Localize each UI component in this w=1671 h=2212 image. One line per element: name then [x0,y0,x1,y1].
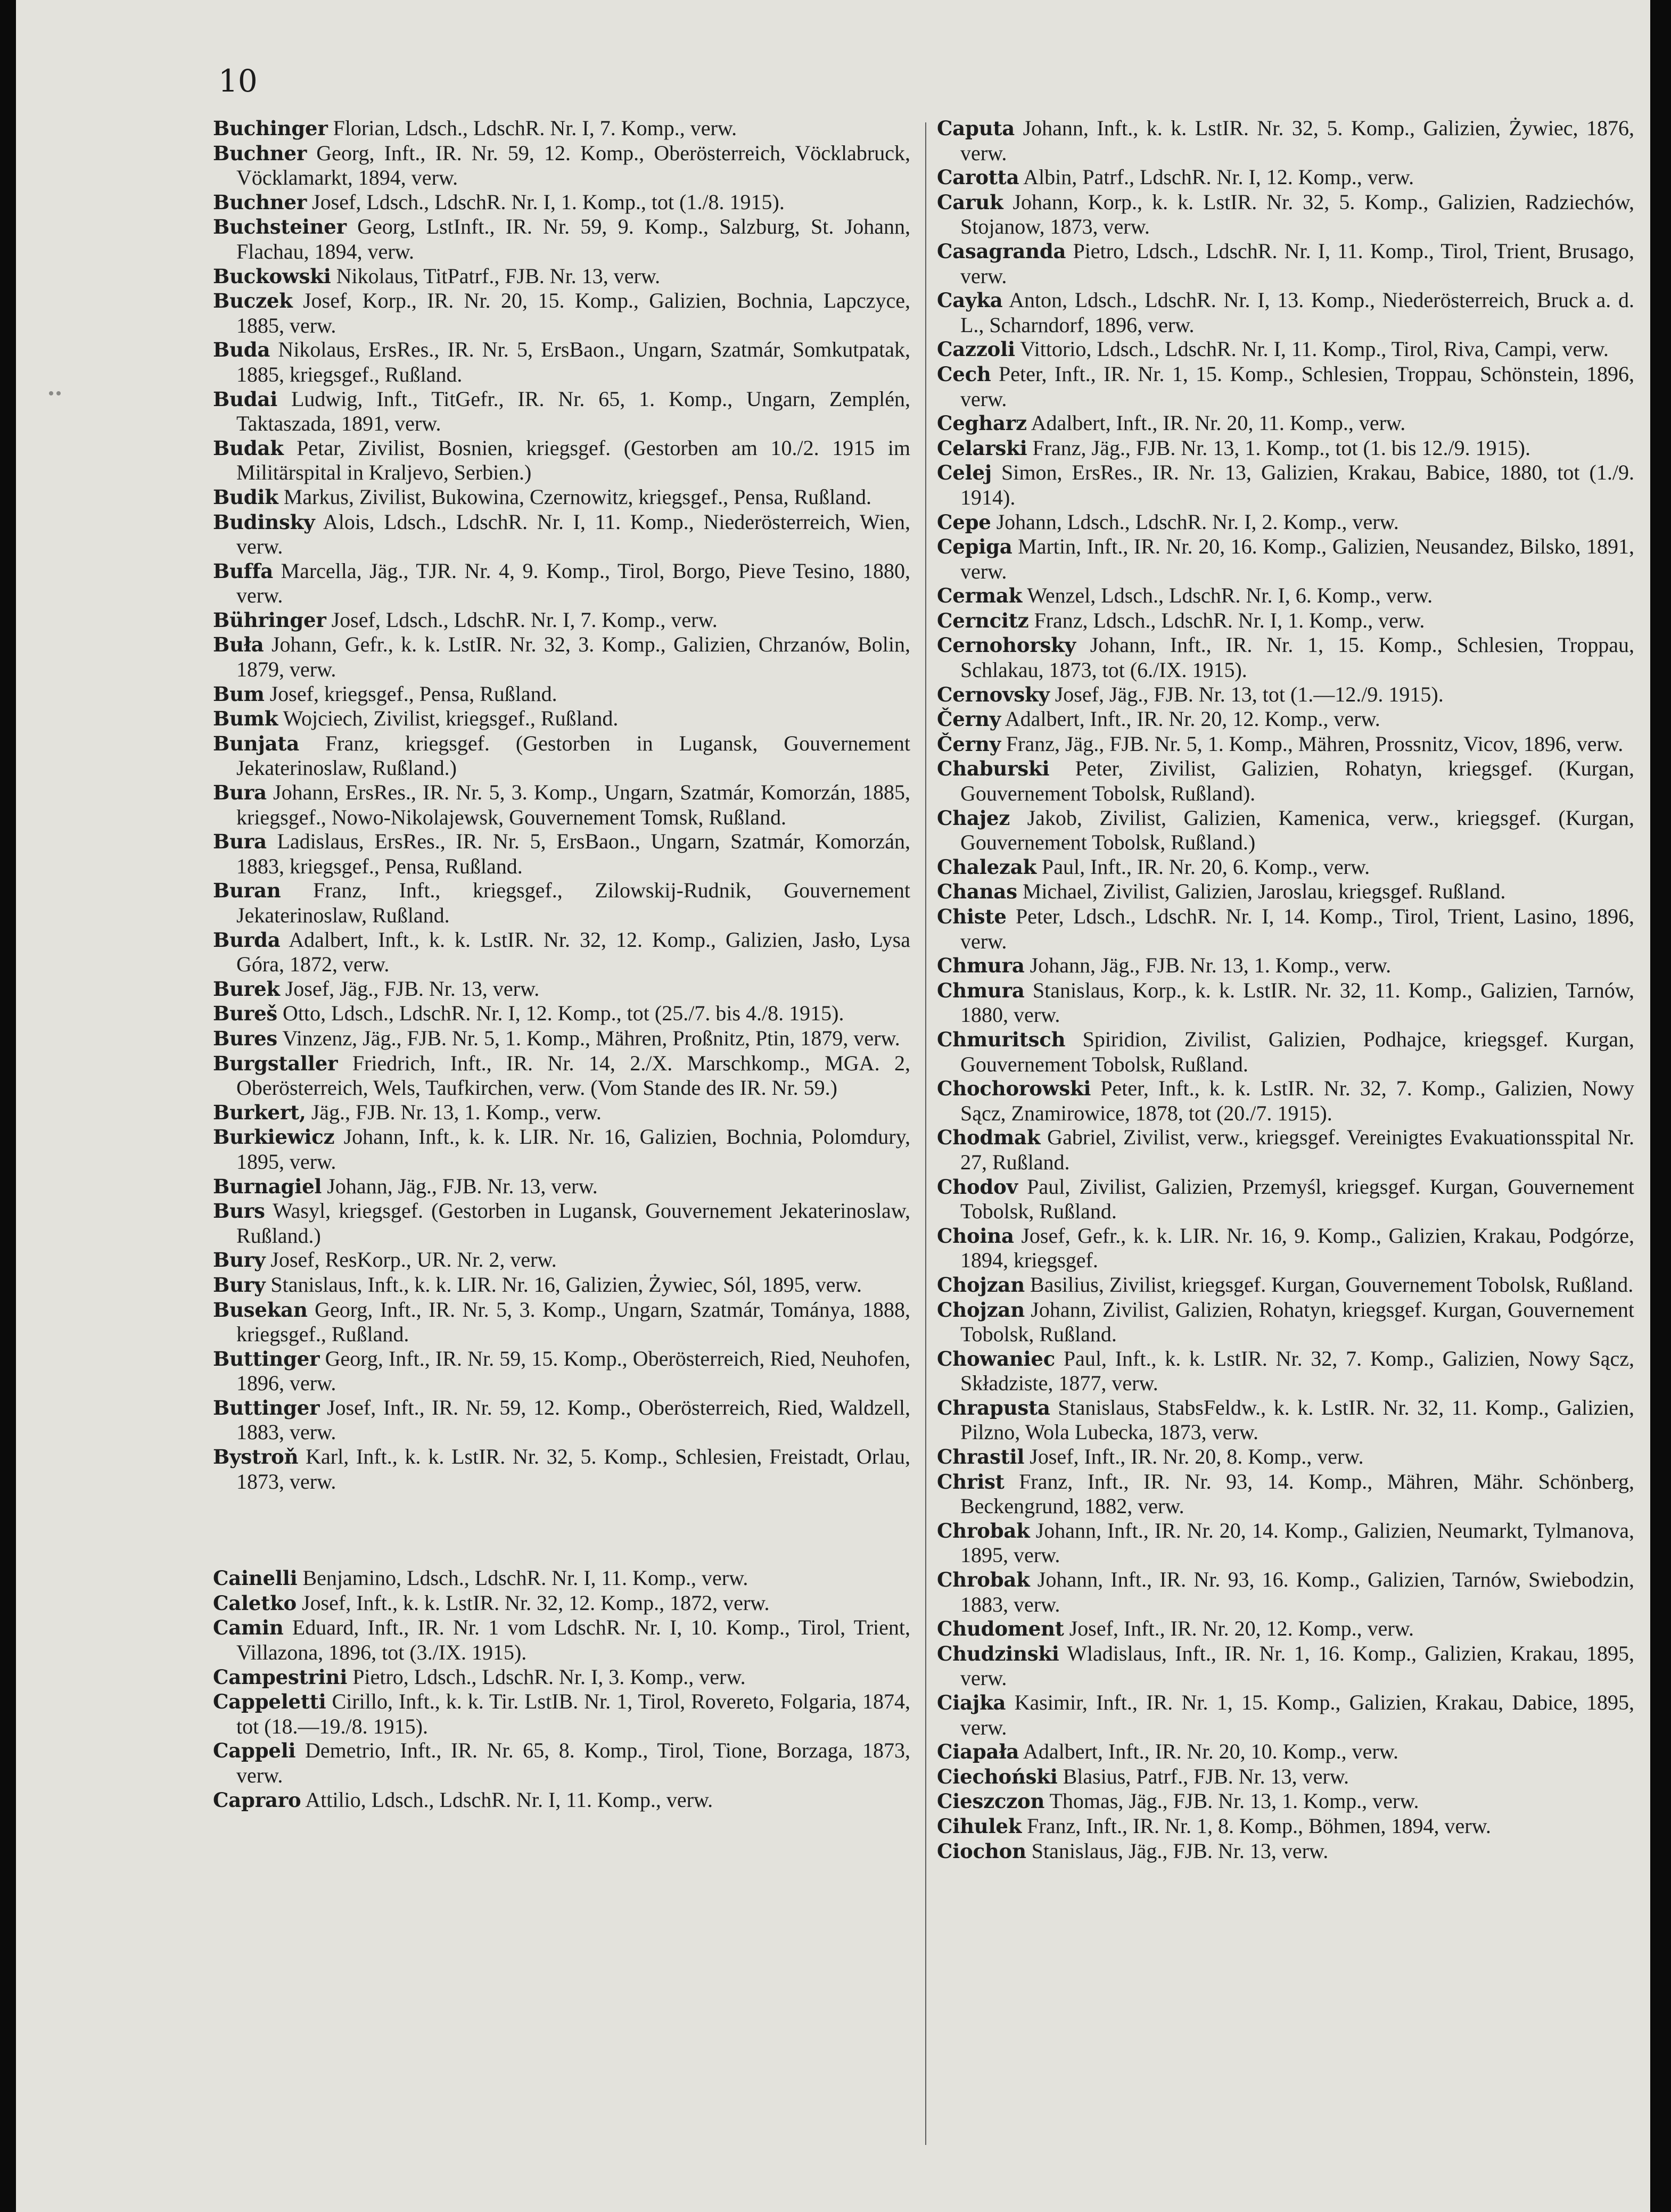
entry-details: Josef, Gefr., k. k. LIR. Nr. 16, 9. Komp., Galizien, Krakau, Podgórze, 1894, kriegsgef. [960,1223,1634,1273]
entry-details: Paul, Zivilist, Galizien, Przemyśl, kriegsgef. Kurgan, Gouvernement Tobolsk, Rußland. [960,1174,1634,1224]
entry-details: Stanislaus, Inft., k. k. LIR. Nr. 16, Galizien, Żywiec, Sól, 1895, verw. [265,1272,862,1297]
entry-surname: Camin [213,1616,284,1640]
list-item [213,829,910,878]
entry-details: Johann, Jäg., FJB. Nr. 13, verw. [322,1174,598,1198]
entry-surname: Chmura [937,978,1025,1002]
entry-surname: Cegharz [937,411,1027,435]
list-item [213,1566,910,1591]
entry-details: Johann, Ldsch., LdschR. Nr. I, 2. Komp., verw. [991,509,1399,534]
list-item [937,879,1634,904]
entry-details: Josef, ResKorp., UR. Nr. 2, verw. [265,1248,557,1272]
list-item [213,1788,910,1813]
entry-surname: Chojzan [937,1298,1025,1322]
list-item [937,1224,1634,1273]
entry-surname: Chojzan [937,1273,1025,1297]
list-item [937,806,1634,855]
entry-details: Demetrio, Inft., IR. Nr. 65, 8. Komp., Tirol, Tione, Borzaga, 1873, verw. [236,1738,910,1787]
list-item [937,1027,1634,1076]
entry-surname: Cieszczon [937,1789,1045,1813]
entry-details: Otto, Ldsch., LdschR. Nr. I, 12. Komp., tot (25./7. bis 4./8. 1915). [277,1001,844,1026]
entry-surname: Cainelli [213,1566,298,1590]
entry-details: Paul, Inft., k. k. LstIR. Nr. 32, 7. Komp., Galizien, Nowy Sącz, Składziste, 1877, verw. [960,1346,1634,1396]
left-entries-b [213,116,910,1493]
list-item [213,1248,910,1273]
entry-details: Ladislaus, ErsRes., IR. Nr. 5, ErsBaon., Ungarn, Szatmár, Komorzán, 1883, kriegsgef., Pensa, Rußland. [236,829,910,878]
entry-surname: Bureš [213,1002,278,1026]
entry-surname: Černy [937,732,1001,756]
list-item [213,1396,910,1445]
list-item [937,1298,1634,1347]
entry-details: Josef, Ldsch., LdschR. Nr. I, 1. Komp., tot (1./8. 1915). [307,189,785,214]
list-item [937,460,1634,509]
list-item [213,1738,910,1787]
entry-details: Josef, Inft., IR. Nr. 20, 12. Komp., verw. [1064,1616,1414,1641]
list-item [213,288,910,337]
list-item [213,141,910,190]
entry-surname: Cernohorsky [937,633,1076,657]
entry-surname: Chiste [937,905,1007,928]
list-item [213,1273,910,1298]
list-item [213,1125,910,1174]
entry-surname: Capraro [213,1788,301,1812]
entry-surname: Bumk [213,707,278,731]
entry-details: Johann, Inft., IR. Nr. 93, 16. Komp., Galizien, Tarnów, Swiebodzin, 1883, verw. [960,1567,1634,1616]
entry-details: Blasius, Patrf., FJB. Nr. 13, verw. [1057,1764,1349,1788]
list-item [937,190,1634,239]
list-item [937,682,1634,707]
entry-surname: Chudzinski [937,1641,1059,1665]
entry-details: Jakob, Zivilist, Galizien, Kamenica, verw., kriegsgef. (Kurgan, Gouvernement Tobolsk, Rußland.) [960,805,1634,855]
list-item [937,1273,1634,1298]
entry-details: Vittorio, Ldsch., LdschR. Nr. I, 11. Komp., Tirol, Riva, Campi, verw. [1015,337,1609,361]
list-item [213,731,910,780]
entry-details: Franz, Ldsch., LdschR. Nr. I, 1. Komp., verw. [1028,608,1425,632]
entry-details: Martin, Inft., IR. Nr. 20, 16. Komp., Galizien, Neusandez, Bilsko, 1891, verw. [960,534,1634,583]
entry-details: Wojciech, Zivilist, kriegsgef., Rußland. [278,706,619,731]
entry-surname: Cepe [937,510,991,534]
list-item [937,411,1634,436]
entry-surname: Chmuritsch [937,1027,1066,1051]
list-item [937,1616,1634,1641]
list-item [937,1641,1634,1690]
entry-surname: Budak [213,436,284,460]
entry-surname: Ciochon [937,1839,1026,1863]
entry-surname: Chmura [937,954,1025,978]
entry-surname: Caletko [213,1591,297,1615]
list-item [937,756,1634,805]
entry-surname: Caputa [937,117,1015,140]
list-item [213,1026,910,1051]
entry-surname: Bury [213,1273,266,1297]
list-item [937,1814,1634,1839]
entry-surname: Buchner [213,190,307,214]
entry-surname: Buckowski [213,264,331,288]
list-item [213,1665,910,1690]
list-item [937,1347,1634,1396]
entry-details: Gabriel, Zivilist, verw., kriegsgef. Vereinigtes Evakuationsspital Nr. 27, Rußland. [960,1125,1634,1174]
list-item [937,1567,1634,1616]
list-item [213,214,910,263]
entry-details: Franz, Inft., kriegsgef., Zilowskij-Rudnik, Gouvernement Jekaterinoslaw, Rußland. [236,878,910,927]
list-item [937,707,1634,732]
list-item [937,534,1634,583]
entry-details: Peter, Ldsch., LdschR. Nr. I, 14. Komp., Tirol, Trient, Lasino, 1896, verw. [960,904,1634,953]
entry-surname: Cazzoli [937,337,1015,361]
entry-surname: Buła [213,633,264,657]
entry-surname: Bura [213,830,267,854]
list-item [937,855,1634,880]
section-gap [213,1493,910,1566]
entry-surname: Budik [213,485,278,509]
entry-details: Franz, Inft., IR. Nr. 1, 8. Komp., Böhmen, 1894, verw. [1022,1813,1491,1838]
list-item [213,337,910,386]
entry-details: Franz, kriegsgef. (Gestorben in Lugansk, Gouvernement Jekaterinoslaw, Rußland.) [236,731,910,780]
entry-surname: Buchinger [213,117,328,140]
list-item [937,608,1634,633]
entry-details: Georg, Inft., IR. Nr. 59, 12. Komp., Oberösterreich, Vöcklabruck, Vöcklamarkt, 1894, verw. [236,141,910,190]
entry-details: Johann, ErsRes., IR. Nr. 5, 3. Komp., Ungarn, Szatmár, Komorzán, 1885, kriegsgef., Nowo-Nikolajewsk, Gouvernement Tomsk, Rußland. [236,780,910,829]
list-item [937,288,1634,337]
entry-surname: Cappeletti [213,1690,326,1714]
list-item [213,928,910,977]
entry-surname: Chodmak [937,1126,1041,1150]
entry-details: Pietro, Ldsch., LdschR. Nr. I, 3. Komp., verw. [347,1664,746,1689]
list-item [213,485,910,510]
list-item [213,436,910,485]
entry-details: Josef, Jäg., FJB. Nr. 13, verw. [279,976,540,1001]
entry-surname: Burnagiel [213,1174,322,1198]
list-item [937,904,1634,953]
entry-details: Josef, Inft., IR. Nr. 20, 8. Komp., verw. [1024,1445,1364,1469]
list-item [937,362,1634,411]
entry-details: Johann, Zivilist, Galizien, Rohatyn, kriegsgef. Kurgan, Gouvernement Tobolsk, Rußland. [960,1297,1634,1347]
entry-details: Josef, Inft., IR. Nr. 59, 12. Komp., Oberösterreich, Ried, Waldzell, 1883, verw. [236,1395,910,1445]
list-item [213,682,910,707]
entry-details: Adalbert, Inft., IR. Nr. 20, 10. Komp., verw. [1019,1739,1398,1764]
list-item [937,1175,1634,1224]
entry-details: Pietro, Ldsch., LdschR. Nr. I, 11. Komp., Tirol, Trient, Brusago, verw. [960,238,1634,288]
entry-surname: Chrapusta [937,1396,1050,1419]
entry-surname: Burkert, [213,1100,306,1124]
entry-details: Johann, Inft., k. k. LIR. Nr. 16, Galizien, Bochnia, Polomdury, 1895, verw. [236,1125,910,1174]
entry-surname: Choina [937,1224,1014,1248]
entry-surname: Bures [213,1026,278,1050]
list-item [937,583,1634,608]
list-item [213,264,910,289]
entry-details: Josef, Jäg., FJB. Nr. 13, tot (1.—12./9. 1915). [1049,682,1444,706]
entry-details: Michael, Zivilist, Galizien, Jaroslau, kriegsgef. Rußland. [1017,879,1506,904]
entry-surname: Buttinger [213,1396,320,1419]
entry-details: Adalbert, Inft., k. k. LstIR. Nr. 32, 12. Komp., Galizien, Jasło, Lysa Góra, 1872, verw. [236,927,910,977]
entry-surname: Caruk [937,190,1003,214]
entry-surname: Burek [213,977,280,1001]
column-divider [925,122,926,2145]
list-item [937,732,1634,757]
entry-surname: Ciechoński [937,1764,1058,1788]
list-item [213,1199,910,1248]
entry-details: Wasyl, kriegsgef. (Gestorben in Lugansk, Gouvernement Jekaterinoslaw, Rußland.) [236,1199,910,1248]
list-item [937,953,1634,978]
entry-details: Johann, Korp., k. k. LstIR. Nr. 32, 5. Komp., Galizien, Radziechów, Stojanow, 1873, verw. [960,189,1634,239]
entry-surname: Chrobak [937,1518,1030,1542]
entry-details: Marcella, Jäg., TJR. Nr. 4, 9. Komp., Tirol, Borgo, Pieve Tesino, 1880, verw. [236,558,910,608]
list-item [213,387,910,436]
list-item [213,632,910,681]
entry-surname: Busekan [213,1298,308,1322]
list-item [937,1470,1634,1518]
list-item [213,116,910,141]
entry-surname: Buchner [213,141,307,165]
entry-details: Georg, LstInft., IR. Nr. 59, 9. Komp., Salzburg, St. Johann, Flachau, 1894, verw. [236,214,910,263]
entry-details: Peter, Inft., IR. Nr. 1, 15. Komp., Schlesien, Troppau, Schönstein, 1896, verw. [960,361,1634,411]
list-item [213,706,910,731]
list-item [937,1076,1634,1125]
entry-surname: Cayka [937,288,1003,312]
list-item [937,1445,1634,1470]
list-item [213,510,910,559]
entry-details: Georg, Inft., IR. Nr. 59, 15. Komp., Oberösterreich, Ried, Neuhofen, 1896, verw. [236,1346,910,1396]
entry-surname: Celej [937,461,992,485]
entry-surname: Ciajka [937,1691,1006,1714]
entry-details: Johann, Jäg., FJB. Nr. 13, 1. Komp., verw. [1024,953,1392,978]
entry-surname: Budinsky [213,510,315,534]
list-item [213,608,910,633]
entry-surname: Buffa [213,559,273,583]
entry-surname: Burda [213,928,281,952]
list-item [937,239,1634,288]
entry-details: Vinzenz, Jäg., FJB. Nr. 5, 1. Komp., Mähren, Proßnitz, Ptin, 1879, verw. [277,1026,900,1050]
right-column [937,116,1634,1863]
entry-details: Johann, Inft., IR. Nr. 1, 15. Komp., Schlesien, Troppau, Schlakau, 1873, tot (6./IX. 1915). [960,633,1634,682]
entry-details: Paul, Inft., IR. Nr. 20, 6. Komp., verw. [1036,854,1370,879]
entry-surname: Cihulek [937,1814,1022,1838]
entry-surname: Cepiga [937,535,1013,559]
entry-surname: Chudoment [937,1617,1064,1641]
right-entries [937,116,1634,1863]
list-item [213,1347,910,1396]
entry-surname: Burkiewicz [213,1125,335,1149]
entry-details: Johann, Inft., IR. Nr. 20, 14. Komp., Galizien, Neumarkt, Tylmanova, 1895, verw. [960,1518,1634,1567]
entry-details: Jäg., FJB. Nr. 13, 1. Komp., verw. [306,1100,602,1124]
entry-surname: Bystroň [213,1445,299,1469]
list-item [937,1690,1634,1739]
list-item [937,1764,1634,1789]
entry-details: Kasimir, Inft., IR. Nr. 1, 15. Komp., Galizien, Krakau, Dabice, 1895, verw. [960,1690,1634,1739]
page-number: 10 [218,63,258,99]
list-item [937,116,1634,165]
entry-surname: Bühringer [213,608,326,632]
entry-surname: Cech [937,362,991,386]
entry-surname: Buda [213,338,270,362]
document-page [16,0,1650,2212]
list-item [937,1839,1634,1864]
list-item [213,1100,910,1125]
entry-details: Adalbert, Inft., IR. Nr. 20, 11. Komp., verw. [1026,411,1406,435]
entry-details: Franz, Jäg., FJB. Nr. 5, 1. Komp., Mähren, Prossnitz, Vicov, 1896, verw. [1000,731,1624,756]
entry-surname: Cappeli [213,1739,296,1763]
entry-surname: Chajez [937,806,1010,830]
list-item [213,780,910,829]
list-item [213,1051,910,1100]
entry-surname: Chaburski [937,757,1050,781]
entry-details: Benjamino, Ldsch., LdschR. Nr. I, 11. Komp., verw. [297,1566,748,1590]
entry-surname: Buchsteiner [213,215,347,239]
entry-details: Nikolaus, TitPatrf., FJB. Nr. 13, verw. [331,263,661,288]
entry-details: Johann, Inft., k. k. LstIR. Nr. 32, 5. Komp., Galizien, Żywiec, 1876, verw. [960,116,1634,165]
entry-details: Basilius, Zivilist, kriegsgef. Kurgan, Gouvernement Tobolsk, Rußland. [1024,1272,1634,1297]
entry-surname: Chrobak [937,1568,1030,1592]
entry-details: Florian, Ldsch., LdschR. Nr. I, 7. Komp., verw. [327,116,737,140]
list-item [213,1298,910,1347]
entry-surname: Buran [213,879,281,903]
list-item [937,436,1634,461]
list-item [937,337,1634,362]
entry-details: Josef, Korp., IR. Nr. 20, 15. Komp., Galizien, Bochnia, Lapczyce, 1885, verw. [236,288,910,337]
entry-surname: Chochorowski [937,1077,1091,1101]
entry-surname: Ciapała [937,1740,1019,1764]
entry-surname: Buttinger [213,1347,320,1371]
entry-surname: Christ [937,1470,1005,1493]
entry-details: Stanislaus, StabsFeldw., k. k. LstIR. Nr. 32, 11. Komp., Galizien, Pilzno, Wola Lubecka, 1873, verw. [960,1395,1634,1445]
list-item [213,1174,910,1199]
list-item [213,1689,910,1738]
entry-details: Franz, Inft., IR. Nr. 93, 14. Komp., Mähren, Mähr. Schönberg, Beckengrund, 1882, verw. [960,1469,1634,1518]
entry-details: Attilio, Ldsch., LdschR. Nr. I, 11. Komp., verw. [301,1787,713,1812]
entry-details: Petar, Zivilist, Bosnien, kriegsgef. (Gestorben am 10./2. 1915 im Militärspital in Kraljevo, Serbien.) [236,435,910,485]
entry-surname: Buczek [213,289,293,313]
entry-details: Franz, Jäg., FJB. Nr. 13, 1. Komp., tot (1. bis 12./9. 1915). [1027,435,1530,460]
entry-details: Markus, Zivilist, Bukowina, Czernowitz, kriegsgef., Pensa, Rußland. [278,484,872,509]
list-item [937,1739,1634,1764]
entry-surname: Chanas [937,880,1017,904]
entry-details: Friedrich, Inft., IR. Nr. 14, 2./X. Marschkomp., MGA. 2, Oberösterreich, Wels, Taufkirchen, verw. (Vom Stande des IR. Nr. 59.) [236,1051,910,1100]
entry-details: Nikolaus, ErsRes., IR. Nr. 5, ErsBaon., Ungarn, Szatmár, Somkutpatak, 1885, kriegsgef., Rußland. [236,337,910,386]
entry-details: Wenzel, Ldsch., LdschR. Nr. I, 6. Komp., verw. [1022,583,1433,608]
list-item [213,190,910,215]
list-item [937,165,1634,190]
list-item [937,1396,1634,1445]
entry-details: Anton, Ldsch., LdschR. Nr. I, 13. Komp., Niederösterreich, Bruck a. d. L., Scharndorf, 1896, verw. [960,288,1634,337]
entry-surname: Chalezak [937,855,1036,879]
entry-surname: Chowaniec [937,1347,1056,1371]
entry-details: Alois, Ldsch., LdschR. Nr. I, 11. Komp., Niederösterreich, Wien, verw. [236,509,910,559]
entry-details: Georg, Inft., IR. Nr. 5, 3. Komp., Ungarn, Szatmár, Tományа, 1888, kriegsgef., Rußland. [236,1297,910,1347]
list-item [937,510,1634,535]
entry-details: Simon, ErsRes., IR. Nr. 13, Galizien, Krakau, Babice, 1880, tot (1./9. 1914). [960,460,1634,509]
entry-details: Eduard, Inft., IR. Nr. 1 vom LdschR. Nr. I, 10. Komp., Tirol, Trient, Villazona, 1896, tot (3./IX. 1915). [236,1615,910,1665]
entry-details: Wladislaus, Inft., IR. Nr. 1, 16. Komp., Galizien, Krakau, 1895, verw. [960,1641,1634,1690]
list-item [213,1001,910,1026]
entry-surname: Chodov [937,1175,1018,1199]
entry-surname: Burs [213,1199,265,1223]
entry-surname: Cermak [937,584,1023,608]
list-item [213,1591,910,1616]
list-item [213,878,910,927]
list-item [213,1445,910,1493]
list-item [213,977,910,1002]
entry-surname: Bura [213,781,267,805]
left-entries-c [213,1566,910,1812]
list-item [937,633,1634,682]
entry-surname: Bury [213,1248,266,1272]
scan-specks [49,389,70,396]
entry-details: Thomas, Jäg., FJB. Nr. 13, 1. Komp., verw. [1044,1789,1419,1813]
entry-details: Karl, Inft., k. k. LstIR. Nr. 32, 5. Komp., Schlesien, Freistadt, Orlau, 1873, verw. [236,1445,910,1493]
entry-details: Albin, Patrf., LdschR. Nr. I, 12. Komp., verw. [1019,165,1414,189]
entry-surname: Cernovsky [937,682,1050,706]
entry-surname: Campestrini [213,1665,348,1689]
list-item [937,1518,1634,1567]
entry-surname: Budai [213,387,278,411]
entry-details: Spiridion, Zivilist, Galizien, Podhajce, kriegsgef. Kurgan, Gouvernement Tobolsk, Rußland. [960,1027,1634,1076]
entry-surname: Celarski [937,436,1027,460]
list-item [937,1125,1634,1174]
entry-details: Stanislaus, Korp., k. k. LstIR. Nr. 32, 11. Komp., Galizien, Tarnów, 1880, verw. [960,978,1634,1027]
list-item [937,978,1634,1027]
entry-surname: Bum [213,682,265,706]
entry-details: Peter, Inft., k. k. LstIR. Nr. 32, 7. Komp., Galizien, Nowy Sącz, Znamirowice, 1878, tot (20./7. 1915). [960,1076,1634,1125]
list-item [937,1789,1634,1814]
entry-surname: Bunjata [213,731,300,755]
left-column [213,116,910,1812]
entry-details: Stanislaus, Jäg., FJB. Nr. 13, verw. [1026,1838,1329,1863]
entry-surname: Chrastil [937,1445,1025,1469]
entry-details: Adalbert, Inft., IR. Nr. 20, 12. Komp., verw. [1000,707,1380,731]
entry-details: Cirillo, Inft., k. k. Tir. LstIB. Nr. 1, Tirol, Rovereto, Folgaria, 1874, tot (18.—19./8. 1915). [236,1689,910,1738]
entry-details: Josef, Ldsch., LdschR. Nr. I, 7. Komp., verw. [326,607,718,632]
entry-surname: Casagranda [937,239,1066,263]
entry-surname: Carotta [937,166,1019,189]
entry-details: Josef, kriegsgef., Pensa, Rußland. [264,681,557,706]
entry-surname: Burgstaller [213,1051,338,1075]
entry-details: Peter, Zivilist, Galizien, Rohatyn, kriegsgef. (Kurgan, Gouvernement Tobolsk, Rußland). [960,756,1634,806]
entry-details: Johann, Gefr., k. k. LstIR. Nr. 32, 3. Komp., Galizien, Chrzanów, Bolin, 1879, verw. [236,632,910,682]
entry-details: Josef, Inft., k. k. LstIR. Nr. 32, 12. Komp., 1872, verw. [297,1590,770,1615]
list-item [213,1615,910,1664]
entry-surname: Černy [937,707,1001,731]
list-item [213,559,910,608]
entry-surname: Cerncitz [937,608,1029,632]
entry-details: Ludwig, Inft., TitGefr., IR. Nr. 65, 1. Komp., Ungarn, Zemplén, Taktaszada, 1891, verw. [236,386,910,436]
